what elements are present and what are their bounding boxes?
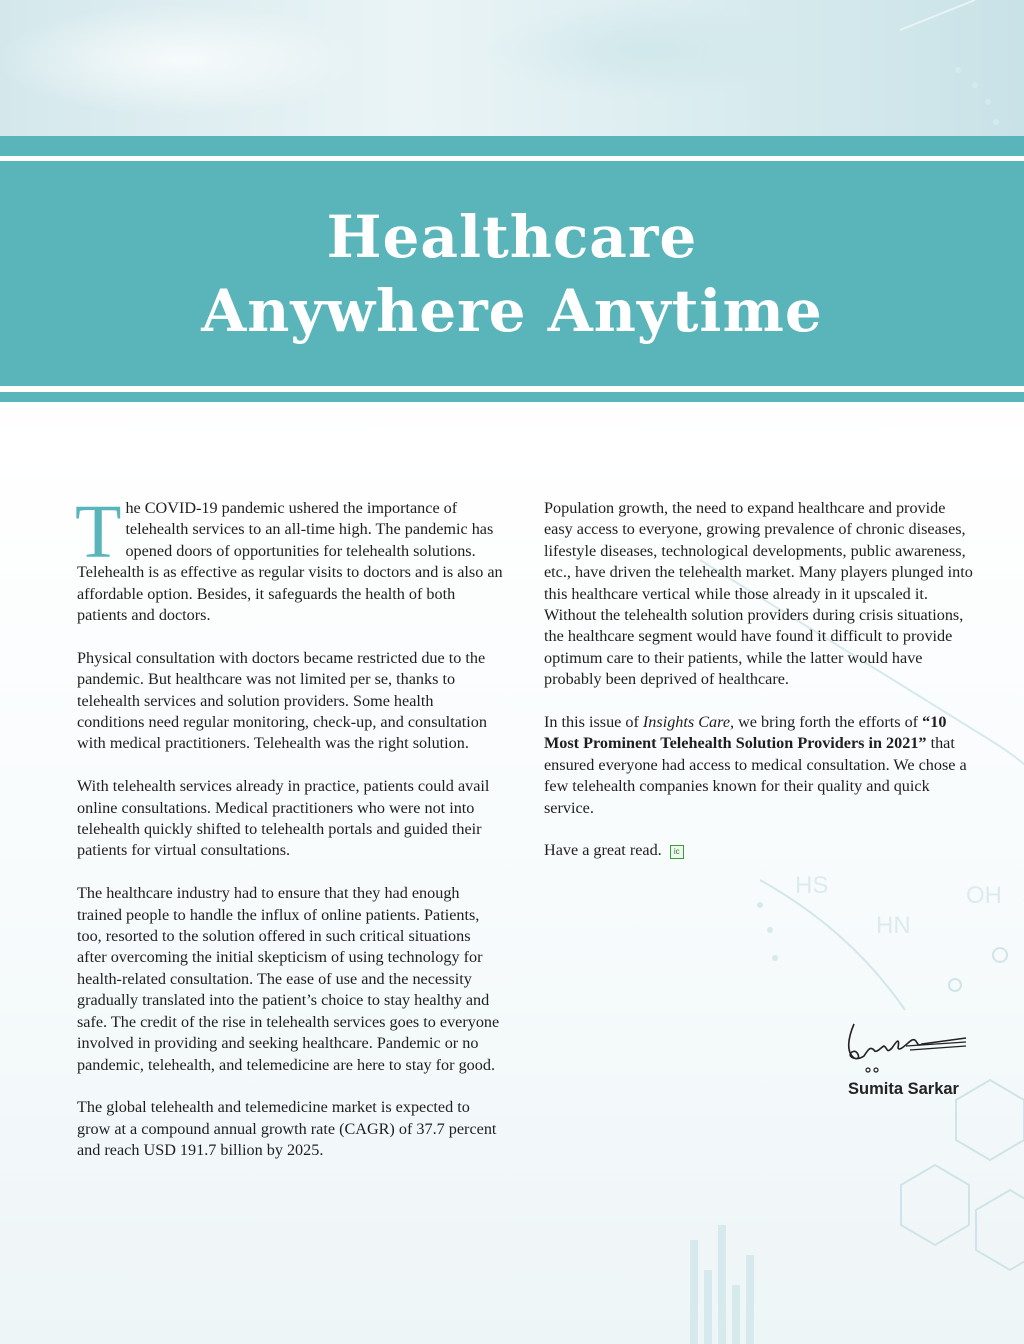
paragraph: Population growth, the need to expand healthcare and provide easy access to everyone, growing prevalence of chronic diseases, lifestyle diseases, technological developments, public awareness, etc., have driven the telehealth market. Many players plunged into this healthcare vertical while those already in it upscaled it. Without the telehealth solution providers during crisis situations, the healthcare segment would have found it difficult to provide optimum care to their patients, while the latter would have probably been deprived of healthcare. [544,499,973,689]
hexagon-shape [976,1190,1024,1270]
hexagon-shape [901,1165,969,1245]
bg-label-oh: OH [966,882,1002,909]
signature-stroke [910,1046,966,1050]
drop-cap: T [75,490,122,574]
title-band-top-stripe [0,136,1024,156]
signature [838,1018,978,1080]
network-node [949,979,961,991]
paragraph-text: In this issue of [544,713,643,732]
title-band-bottom-stripe [0,392,1024,402]
network-arc [760,880,905,1010]
network-node [993,948,1007,962]
paragraph: The global telehealth and telemedicine market is expected to grow at a compound annual growth rate (CAGR) of 37.7 percent and reach USD 191.7 billion by 2025. [77,1098,497,1160]
dot-shape [772,955,778,961]
header-background-photo [0,0,1024,136]
page-title-line-2: Anywhere Anytime [201,276,823,345]
bar-shape [732,1285,740,1344]
closing-line: Have a great read. [544,841,662,860]
bar-shape [718,1225,726,1344]
end-mark-icon: ic [670,845,684,859]
bg-label-hs: HS [795,872,829,899]
dot-shape [767,927,773,933]
paragraph [544,840,974,861]
issue-headline: “10 Most Prominent Telehealth Solution Providers in 2021” [544,713,947,753]
bar-shape [746,1255,754,1344]
magazine-name: Insights Care, [642,713,735,732]
paragraph: With telehealth services already in practice, patients could avail online consultations. Medical practitioners who were not into telehealth quickly shifted to telehealth portals and guided their patients for virtual consultations. [77,777,490,860]
paragraph-text: that ensured everyone had access to medical consultation. We chose a few telehealth companies known for their quality and quick service. [544,734,967,817]
paragraph-text: we bring forth the efforts of [734,713,923,732]
author-name: Sumita Sarkar [848,1080,959,1098]
page-title-line-1: Healthcare [326,202,698,271]
signature-stroke [849,1024,966,1059]
title-band [0,161,1024,386]
paragraph [75,490,503,626]
bg-label-hn: HN [876,912,911,939]
paragraph: Physical consultation with doctors became restricted due to the pandemic. But healthcare was not limited per se, thanks to telehealth services and solution providers. Some health conditions need regular monitoring, check-up, and consultation with medical practitioners. Telehealth was the right solution. [77,648,487,753]
bar-shape [704,1270,712,1344]
paragraph-text: he COVID-19 pandemic ushered the importance of telehealth services to an all-time high. The pandemic has opened doors of opportunities for telehealth solutions. Telehealth is as effective as regular visits to doctors and is also an affordable option. Besides, it safeguards the health of both patients and doctors. [77,499,503,625]
article-left-column [75,490,503,1183]
article-right-column [544,498,974,883]
bar-shape [690,1240,698,1344]
dot-shape [757,902,763,908]
signature-stroke [874,1068,878,1072]
signature-scribble [838,1018,978,1080]
hexagon-shape [956,1080,1024,1160]
paragraph [544,712,974,819]
paragraph: The healthcare industry had to ensure that they had enough trained people to handle the influx of online patients. Patients, too, resorted to the solution offered in such critical situations after overcoming the initial skepticism of using technology for health-related consultation. The ease of use and the necessity gradually translated into the patient’s choice to stay healthy and safe. The credit of the rise in telehealth services goes to everyone involved in providing and seeking healthcare. Pandemic or no pandemic, telehealth, and telemedicine are here to stay for good. [77,884,500,1074]
signature-stroke [866,1068,870,1072]
